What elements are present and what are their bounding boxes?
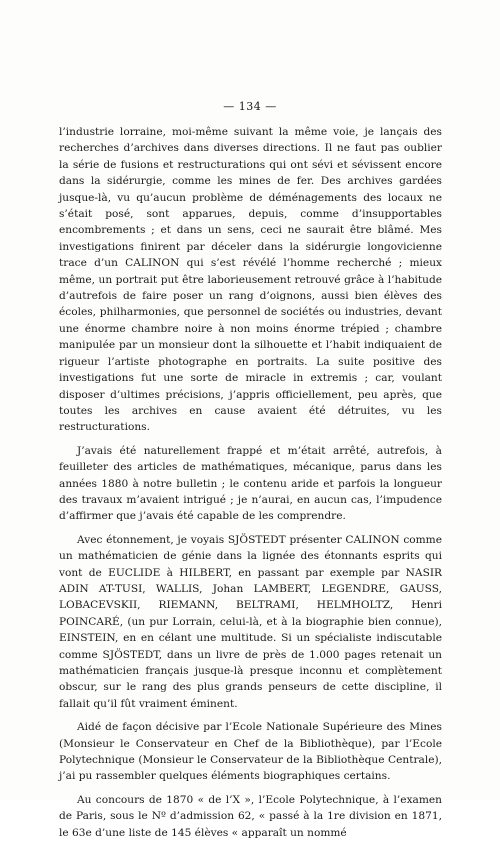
paragraph-4: Aidé de façon décisive par l’Ecole Nationale Supérieure des Mines (Monsieur le Conservateur en Chef de la Bibliothèque), par l’Ecole Polytechnique (Monsieur le Conservateur de la Bibliothèque Centrale), j’ai pu rassembler quelques éléments biographiques certains. (59, 721, 442, 783)
paragraph-1: l’industrie lorraine, moi-même suivant la même voie, je lançais des recherches d’archives dans diverses directions. Il ne faut pas oublier la série de fusions et restructurations qui ont sévi et sévissent encore dans la sidérurgie, comme les mines de fer. Des archives gardées jusque-là, vu qu’aucun problème de déménagements des locaux ne s’était posé, sont apparues, depuis, comme d’insupportables encombrements ; et dans un sens, ceci ne saurait être blâmé. Mes investigations finirent par déceler dans la sidérurgie longovicienne trace d’un CALINON qui s’est révélé l’homme recherché ; mieux même, un portrait put être laborieusement retrouvé grâce à l’habitude d’autrefois de faire poser un rang d’oignons, aussi bien élèves des écoles, philharmonies, que personnel de sociétés ou industries, devant une énorme chambre noire à non moins énorme trépied ; chambre manipulée par un monsieur dont la silhouette et l’habit indiquaient de rigueur l’artiste photographe en portraits. La suite positive des investigations fut une sorte de miracle in extremis ; car, voulant disposer d’ultimes précisions, j’appris officiellement, peu après, que toutes les archives en cause avaient été détruites, vu les restructurations. (59, 126, 442, 434)
body-text (59, 124, 442, 848)
paragraph-2: J’avais été naturellement frappé et m’était arrêté, autrefois, à feuilleter des articles de mathématiques, mécanique, parus dans les années 1880 à notre bulletin ; le contenu aride et parfois la longueur des travaux m’avaient intrigué ; je n’aurai, en aucun cas, l’impudence d’affirmer que j’avais été capable de les comprendre. (59, 444, 442, 523)
paragraph-5: Au concours de 1870 « de l’X », l’Ecole Polytechnique, à l’examen de Paris, sous le Nº d’admission 62, « passé à la 1re division en 1871, le 63e d’une liste de 145 élèves « apparaît un nommé (59, 793, 442, 839)
paragraph-3: Avec étonnement, je voyais SJÖSTEDT présenter CALINON comme un mathématicien de génie dans la lignée des étonnants esprits qui vont de EUCLIDE à HILBERT, en passant par exemple par NASIR ADIN AT-TUSI, WALLIS, Johan LAMBERT, LEGENDRE, GAUSS, LOBACEVSKII, RIEMANN, BELTRAMI, HELMHOLTZ, Henri POINCARÉ, (un pur Lorrain, celui-là, et à la biographie bien connue), EINSTEIN, en en célant une multitude. Si un spécialiste indiscutable comme SJÖSTEDT, dans un livre de près de 1.000 pages retenait un mathématicien français jusque-là presque inconnu et complètement obscur, sur le rang des plus grands penseurs de cette discipline, il fallait qu’il fût vraiment éminent. (59, 533, 442, 710)
page-number: — 134 — (223, 100, 277, 113)
